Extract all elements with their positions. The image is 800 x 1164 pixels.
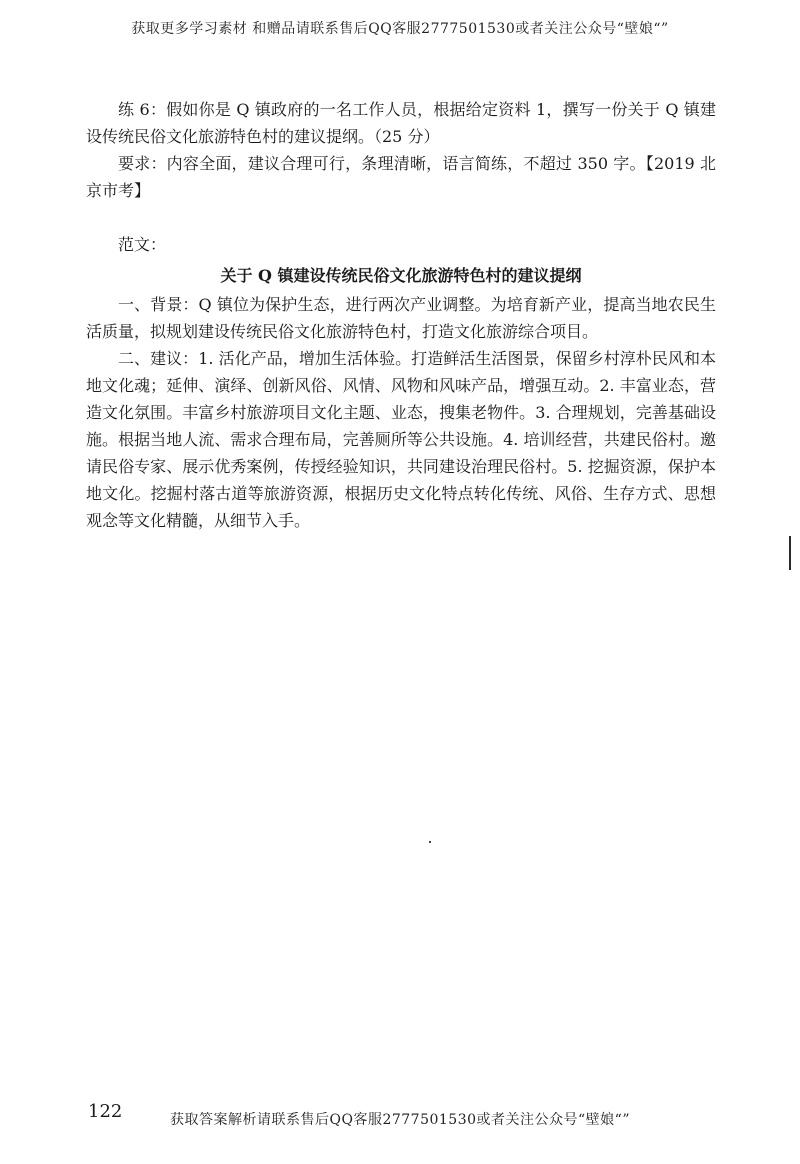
essay-background: 一、背景：Q 镇位为保护生态，进行两次产业调整。为培育新产业，提高当地农民生活质量，拟规划建设传统民俗文化旅游特色村，打造文化旅游综合项目。 [86, 295, 716, 341]
essay-suggestions: 二、建议：1. 活化产品，增加生活体验。打造鲜活生活图景，保留乡村淳朴民风和本地文化魂；延伸、演绎、创新风俗、风情、风物和风味产品，增强互动。2. 丰富业态，营造文化氛围。丰富乡村旅游项目文化主题、业态，搜集老物件。3. 合理规划，完善基础设施。根据当地人流、需求合理布局，完善厕所等公共设施。4. 培训经营，共建民俗村。邀请民俗专家、展示优秀案例，传授经验知识，共同建设治理民俗村。5. 挖掘资源，保护本地文化。挖掘村落古道等旅游资源，根据历史文化特点转化传统、风俗、生存方式、思想观念等文化精髓，从细节入手。 [86, 349, 716, 530]
essay-label: 范文： [118, 235, 167, 254]
exercise-requirements: 要求：内容全面，建议合理可行，条理清晰，语言简练，不超过 350 字。【2019 北京市考】 [86, 154, 716, 200]
page-number: 122 [88, 1101, 123, 1122]
section-spacer [86, 204, 716, 231]
scan-speck [429, 841, 431, 843]
page-content [86, 96, 716, 534]
footer-promo-note: 获取答案解析请联系售后QQ客服2777501530或者关注公众号“壁娘“” [170, 1112, 630, 1128]
header-promo-note: 获取更多学习素材 和赠品请联系售后QQ客服2777501530或者关注公众号“壁娘“” [131, 21, 669, 37]
scan-margin-mark [789, 536, 791, 570]
essay-title: 关于 Q 镇建设传统民俗文化旅游特色村的建议提纲 [220, 266, 582, 285]
exercise-prompt: 练 6：假如你是 Q 镇政府的一名工作人员，根据给定资料 1，撰写一份关于 Q 镇建设传统民俗文化旅游特色村的建议提纲。（25 分） [86, 100, 716, 146]
